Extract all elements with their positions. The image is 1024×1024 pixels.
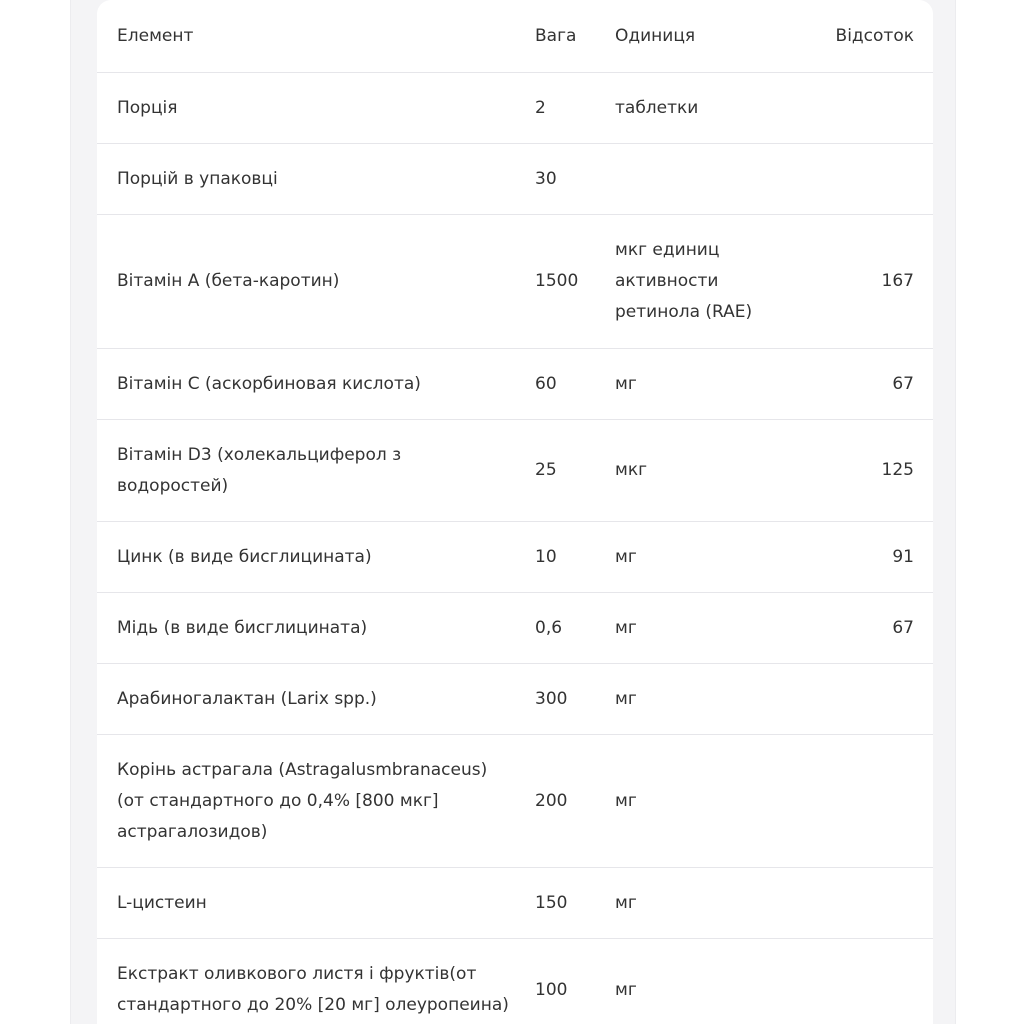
cell-percent: 91 [892,546,914,567]
cell-unit [615,144,805,214]
cell-percent: 167 [881,271,914,291]
cell-element: Арабиногалактан (Larix spp.) [117,688,377,709]
cell-element: Цинк (в виде бисглицината) [117,546,372,567]
cell-unit: мг [615,892,637,913]
header-unit: Одиниця [615,25,696,46]
cell-weight: 2 [535,97,546,118]
cell-weight: 30 [535,168,557,189]
table-row [97,420,933,522]
table-row [97,593,933,664]
nutrition-table [97,0,933,1024]
cell-weight: 0,6 [535,617,563,638]
table-row [97,349,933,420]
cell-unit: мкг [615,460,648,480]
cell-unit: мг [615,617,637,638]
cell-unit: мкг единиц активности ретинола (RAE) [615,240,753,322]
table-row [97,735,933,868]
cell-percent: 125 [881,460,914,480]
cell-element: Порцій в упаковці [117,168,278,189]
cell-unit: мг [615,790,637,811]
cell-percent: 67 [892,617,914,638]
cell-percent [804,144,914,214]
header-percent: Відсоток [835,25,914,46]
cell-weight: 25 [535,460,557,480]
table-row [97,664,933,735]
cell-unit: мг [615,373,637,394]
cell-weight: 10 [535,546,557,567]
header-weight: Вага [535,25,577,46]
cell-element: Екстракт оливкового листя і фруктів(от стандартного до 20% [20 мг] олеуропеина) [117,964,509,1015]
cell-unit: мг [615,688,637,709]
cell-percent [804,868,914,938]
cell-weight: 60 [535,373,557,394]
cell-element: Порція [117,97,178,118]
table-row [97,144,933,215]
cell-percent [804,939,914,1024]
cell-unit: мг [615,979,637,1000]
cell-unit: мг [615,546,637,567]
cell-element: Вітамін C (аскорбиновая кислота) [117,373,421,394]
cell-unit: таблетки [615,97,699,118]
cell-percent: 67 [892,373,914,394]
cell-element: L-цистеин [117,892,207,913]
cell-percent [804,735,914,867]
table-row [97,939,933,1024]
cell-weight: 150 [535,892,568,913]
cell-element: Вітамін A (бета-каротин) [117,271,340,291]
cell-element: Мідь (в виде бисглицината) [117,617,368,638]
cell-percent [804,73,914,143]
table-row [97,522,933,593]
cell-weight: 200 [535,790,568,811]
cell-percent [804,664,914,734]
table-header-row [97,0,933,73]
header-element: Елемент [117,25,194,46]
cell-element: Корінь астрагала (Astragalusmbranaceus) (от стандартного до 0,4% [800 мкг] астрагалозидов) [117,759,488,842]
table-row [97,73,933,144]
cell-weight: 1500 [535,271,579,291]
cell-weight: 100 [535,979,568,1000]
cell-weight: 300 [535,688,568,709]
table-row [97,215,933,349]
cell-element: Вітамін D3 (холекальциферол з водоростей) [117,444,402,496]
table-row [97,868,933,939]
